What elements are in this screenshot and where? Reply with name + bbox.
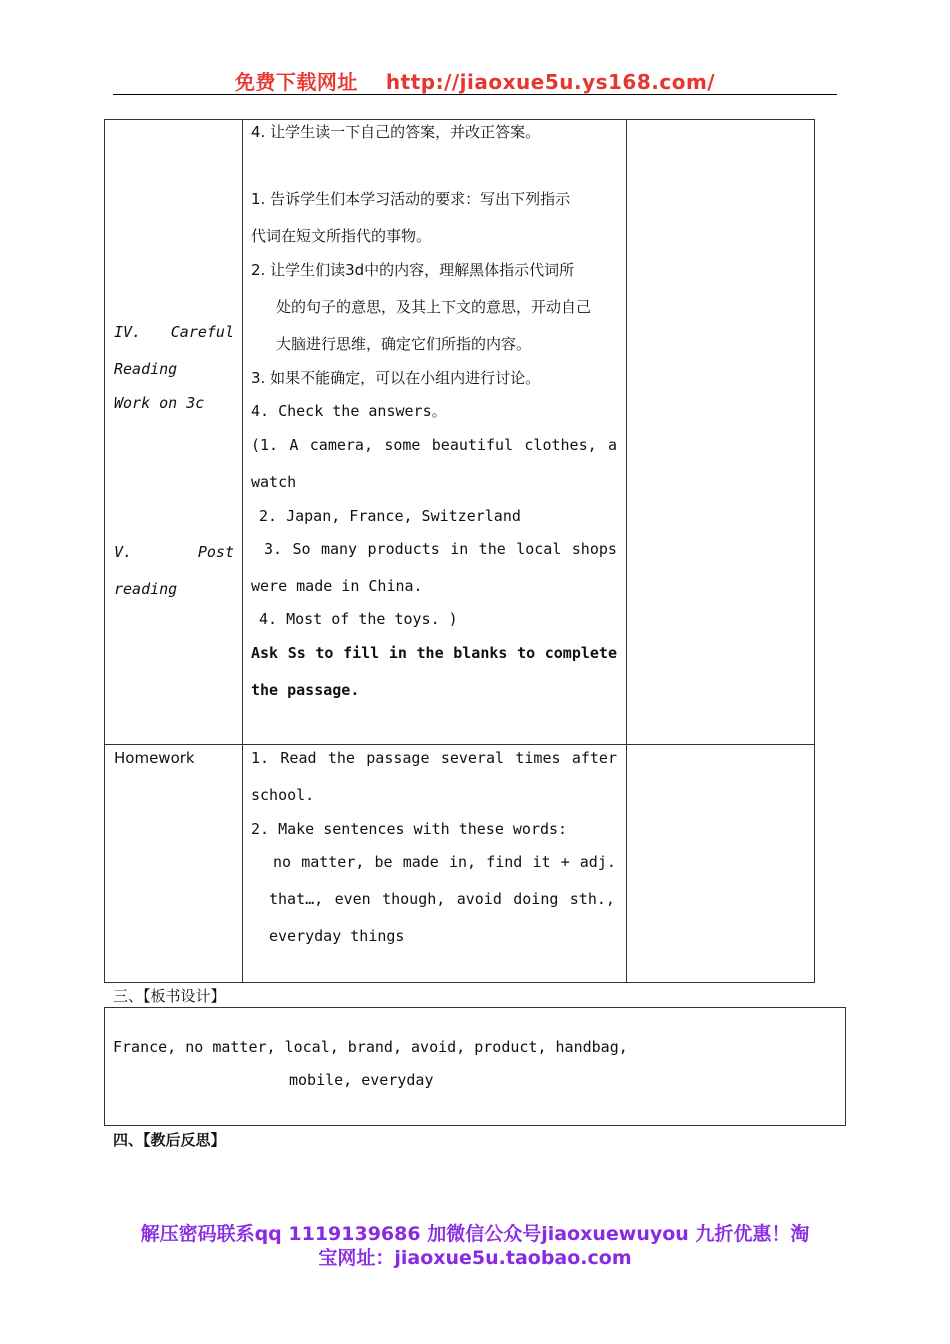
careful-step-2b: 处的句子的意思，及其上下文的意思，开动自己	[276, 298, 592, 316]
careful-reading-word: Reading	[114, 360, 178, 378]
homework-item-2-words-2: that…, even though, avoid doing sth.,	[269, 890, 615, 908]
row-divider	[104, 744, 814, 745]
careful-step-1b: 代词在短文所指代的事物。	[251, 227, 432, 245]
answer-3: 3. So many products in the local shops	[264, 540, 617, 558]
careful-step-2a: 2. 让学生们读3d中的内容，理解黑体指示代词所	[251, 261, 575, 279]
answer-1: (1. A camera, some beautiful clothes, a	[251, 436, 617, 454]
footer-line-2: 宝网址：jiaoxue5u.taobao.com	[318, 1247, 632, 1269]
reflection-heading: 四、【教后反思】	[113, 1131, 226, 1149]
step4-top: 4. 让学生读一下自己的答案，并改正答案。	[251, 123, 541, 141]
homework-item-1: 1. Read the passage several times after	[251, 749, 617, 767]
board-design-heading: 三、【板书设计】	[113, 987, 226, 1005]
work-on-3c: Work on 3c	[114, 394, 205, 412]
header-rule	[113, 94, 837, 95]
answer-1-cont: watch	[251, 473, 297, 491]
column-divider-2	[626, 119, 627, 982]
careful-step-1a: 1. 告诉学生们本学习活动的要求：写出下列指示	[251, 190, 571, 208]
board-design-line-1: France, no matter, local, brand, avoid, product, handbag,	[113, 1038, 628, 1056]
post-reading-task: Ask Ss to fill in the blanks to complete	[251, 644, 617, 662]
answer-4: 4. Most of the toys. )	[259, 610, 458, 628]
header-url[interactable]: http://jiaoxue5u.ys168.com/	[385, 70, 716, 94]
column-divider-1	[242, 119, 243, 982]
homework-item-2-words-1: no matter, be made in, find it + adj.	[273, 853, 616, 871]
post-reading-heading: V. Post	[114, 543, 234, 561]
board-design-line-2: mobile, everyday	[289, 1071, 434, 1089]
post-reading-word: reading	[114, 580, 178, 598]
header-label: 免费下载网址	[234, 70, 358, 94]
post-reading-task-cont: the passage.	[251, 681, 360, 699]
answer-3-cont: were made in China.	[251, 577, 423, 595]
homework-item-2: 2. Make sentences with these words:	[251, 820, 568, 838]
careful-reading-heading: IV. Careful	[114, 323, 234, 341]
homework-item-1-cont: school.	[251, 786, 315, 804]
careful-step-3: 3. 如果不能确定，可以在小组内进行讨论。	[251, 369, 541, 387]
homework-label: Homework	[114, 749, 195, 767]
careful-step-4: 4. Check the answers。	[251, 402, 447, 420]
footer-line-1: 解压密码联系qq 1119139686 加微信公众号jiaoxuewuyou 九折优惠！淘	[140, 1223, 810, 1245]
careful-step-2c: 大脑进行思维，确定它们所指的内容。	[276, 335, 532, 353]
answer-2: 2. Japan, France, Switzerland	[259, 507, 521, 525]
header-banner	[0, 66, 950, 95]
homework-item-2-words-3: everyday things	[269, 927, 405, 945]
board-design-box	[104, 1007, 846, 1126]
